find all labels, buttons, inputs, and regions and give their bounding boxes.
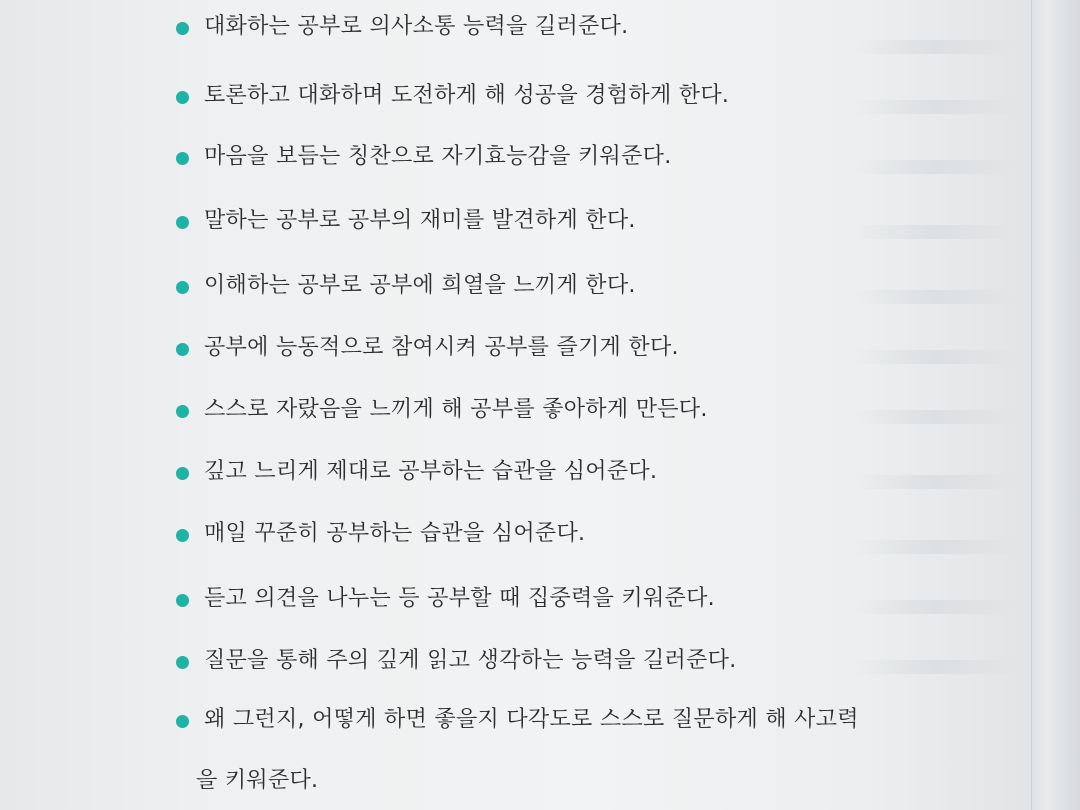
bullet-dot-icon <box>176 281 189 294</box>
list-item-text: 매일 꾸준히 공부하는 습관을 심어준다. <box>204 521 586 546</box>
bullet-dot-icon <box>176 91 189 104</box>
list-item-text: 듣고 의견을 나누는 등 공부할 때 집중력을 키워준다. <box>204 586 715 611</box>
bullet-dot-icon <box>176 152 189 165</box>
list-item-text: 말하는 공부로 공부의 재미를 발견하게 한다. <box>204 208 636 233</box>
list-item-text: 이해하는 공부로 공부에 희열을 느끼게 한다. <box>204 273 636 298</box>
list-item-text: 깊고 느리게 제대로 공부하는 습관을 심어준다. <box>204 459 658 484</box>
list-item-text: 공부에 능동적으로 참여시켜 공부를 즐기게 한다. <box>204 335 679 360</box>
list-item-text: 토론하고 대화하며 도전하게 해 성공을 경험하게 한다. <box>204 83 730 108</box>
bullet-dot-icon <box>176 529 189 542</box>
list-item-text: 마음을 보듬는 칭찬으로 자기효능감을 키워준다. <box>204 144 672 169</box>
bullet-dot-icon <box>176 467 189 480</box>
bullet-dot-icon <box>176 22 189 35</box>
bullet-dot-icon <box>176 594 189 607</box>
bullet-dot-icon <box>176 715 189 728</box>
bullet-dot-icon <box>176 343 189 356</box>
bullet-dot-icon <box>176 656 189 669</box>
bullet-dot-icon <box>176 216 189 229</box>
list-item-text-continuation: 을 키워준다. <box>196 768 319 793</box>
list-item-text: 왜 그런지, 어떻게 하면 좋을지 다각도로 스스로 질문하게 해 사고력 <box>204 707 859 732</box>
list-item-text: 질문을 통해 주의 깊게 읽고 생각하는 능력을 길러준다. <box>204 648 737 673</box>
bullet-dot-icon <box>176 405 189 418</box>
list-item-text: 스스로 자랐음을 느끼게 해 공부를 좋아하게 만든다. <box>204 397 708 422</box>
list-item-text: 대화하는 공부로 의사소통 능력을 길러준다. <box>204 14 629 39</box>
